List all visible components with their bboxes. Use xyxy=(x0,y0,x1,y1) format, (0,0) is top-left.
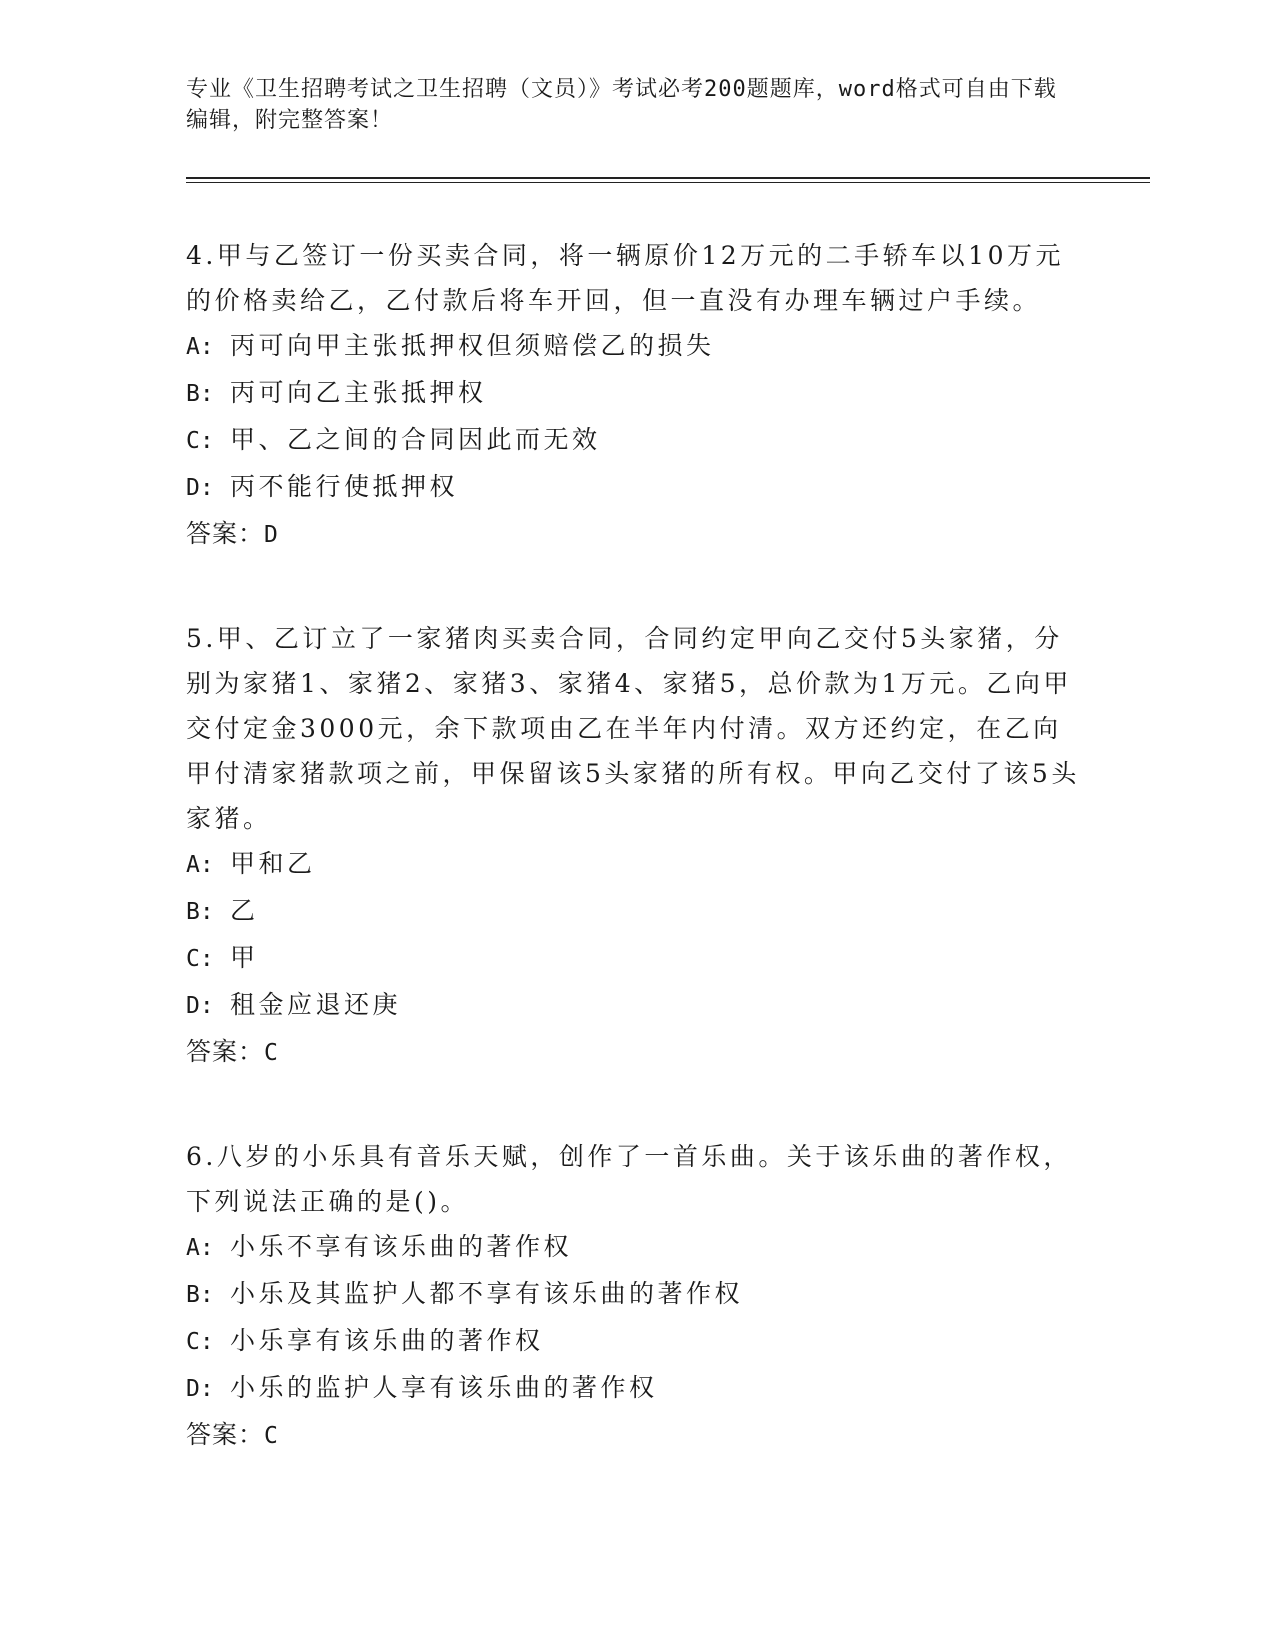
option-text: 租金应退还庚 xyxy=(230,990,402,1019)
option-a xyxy=(186,841,1086,888)
answer-label: 答案： xyxy=(186,1037,265,1066)
option-text: 小乐的监护人享有该乐曲的著作权 xyxy=(230,1373,658,1402)
option-b xyxy=(186,370,1086,417)
option-d xyxy=(186,464,1086,511)
option-text: 丙可向甲主张抵押权但须赔偿乙的损失 xyxy=(230,331,715,360)
option-c xyxy=(186,935,1086,982)
option-d xyxy=(186,982,1086,1029)
answer-value: C xyxy=(264,1423,279,1449)
option-c xyxy=(186,1318,1086,1365)
header-divider-thick xyxy=(186,177,1150,179)
option-key: C: xyxy=(186,428,214,454)
answer-line xyxy=(186,1029,1086,1076)
option-text: 甲和乙 xyxy=(230,849,316,878)
question-item xyxy=(186,233,1086,558)
option-text: 甲 xyxy=(230,943,259,972)
option-key: B: xyxy=(186,899,214,925)
option-d xyxy=(186,1365,1086,1412)
option-text: 小乐享有该乐曲的著作权 xyxy=(230,1326,544,1355)
option-text: 乙 xyxy=(230,896,259,925)
option-key: D: xyxy=(186,475,214,501)
answer-label: 答案： xyxy=(186,1420,265,1449)
answer-value: C xyxy=(264,1040,279,1066)
option-text: 丙可向乙主张抵押权 xyxy=(230,378,487,407)
option-key: D: xyxy=(186,1376,214,1402)
answer-line xyxy=(186,1412,1086,1459)
option-a xyxy=(186,323,1086,370)
question-stem: 5.甲、乙订立了一家猪肉买卖合同，合同约定甲向乙交付5头家猪，分别为家猪1、家猪2、家猪3、家猪4、家猪5，总价款为1万元。乙向甲交付定金3000元，余下款项由乙在半年内付清。双方还约定，在乙向甲付清家猪款项之前，甲保留该5头家猪的所有权。甲向乙交付了该5头家猪。 xyxy=(186,624,1080,833)
option-a xyxy=(186,1224,1086,1271)
question-item xyxy=(186,1134,1086,1459)
option-key: B: xyxy=(186,1282,214,1308)
option-key: A: xyxy=(186,1235,214,1261)
answer-value: D xyxy=(264,522,279,548)
answer-label: 答案： xyxy=(186,519,265,548)
question-list xyxy=(186,233,1086,1517)
option-key: C: xyxy=(186,1329,214,1355)
option-b xyxy=(186,888,1086,935)
option-text: 丙不能行使抵押权 xyxy=(230,472,459,501)
header-divider-thin xyxy=(186,182,1150,183)
option-key: C: xyxy=(186,946,214,972)
option-text: 小乐不享有该乐曲的著作权 xyxy=(230,1232,573,1261)
question-stem: 4.甲与乙签订一份买卖合同，将一辆原价12万元的二手轿车以10万元的价格卖给乙，乙付款后将车开回，但一直没有办理车辆过户手续。 xyxy=(186,241,1064,315)
option-text: 甲、乙之间的合同因此而无效 xyxy=(230,425,601,454)
option-text: 小乐及其监护人都不享有该乐曲的著作权 xyxy=(230,1279,744,1308)
question-item xyxy=(186,616,1086,1076)
option-c xyxy=(186,417,1086,464)
document-header: 专业《卫生招聘考试之卫生招聘（文员）》考试必考200题题库，word格式可自由下载编辑，附完整答案！ xyxy=(186,77,1057,133)
option-b xyxy=(186,1271,1086,1318)
option-key: A: xyxy=(186,334,214,360)
option-key: D: xyxy=(186,993,214,1019)
question-stem: 6.八岁的小乐具有音乐天赋，创作了一首乐曲。关于该乐曲的著作权，下列说法正确的是()。 xyxy=(186,1142,1072,1216)
option-key: B: xyxy=(186,381,214,407)
option-key: A: xyxy=(186,852,214,878)
answer-line xyxy=(186,511,1086,558)
